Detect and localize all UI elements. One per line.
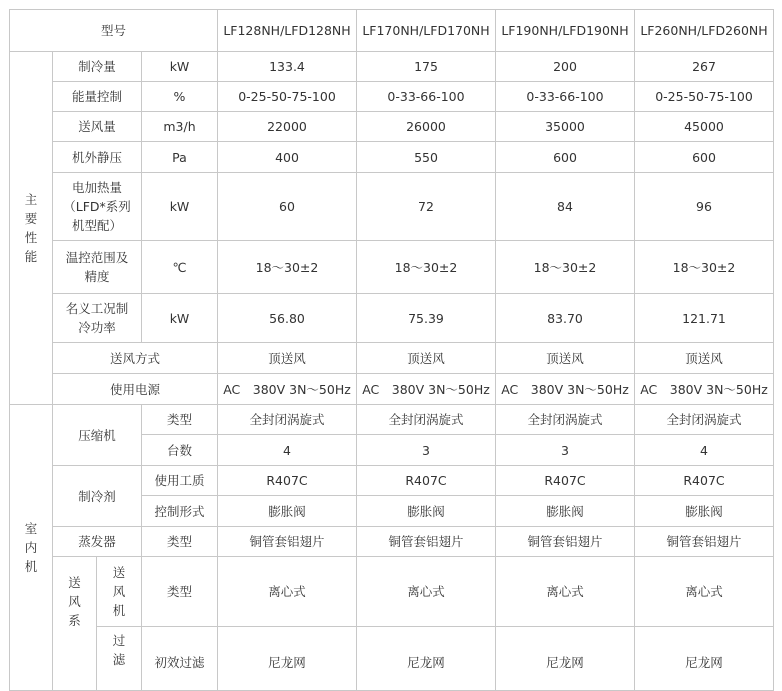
value-cell: 顶送风: [357, 343, 496, 374]
row-supply-mode: [10, 343, 774, 374]
value-cell: 56.80: [218, 294, 357, 343]
section-indoor-unit: 室 内 机: [10, 405, 53, 691]
row-capacity-control: [10, 82, 774, 112]
value-cell: 267: [635, 52, 774, 82]
row-evaporator-type: [10, 527, 774, 557]
value-cell: 尼龙网: [496, 627, 635, 691]
value-cell: 铜管套铝翅片: [496, 527, 635, 557]
value-cell: 18～30±2: [496, 241, 635, 294]
value-cell: 全封闭涡旋式: [357, 405, 496, 435]
row-unit: m3/h: [142, 112, 218, 142]
section-main-performance: 主 要 性 能: [10, 52, 53, 405]
air-system-label: 送 风 系: [53, 557, 97, 691]
model-2: LF170NH/LFD170NH: [357, 10, 496, 52]
value-cell: 0-33-66-100: [357, 82, 496, 112]
value-cell: 121.71: [635, 294, 774, 343]
model-label: 型号: [10, 10, 218, 52]
row-compressor-type: [10, 405, 774, 435]
sub-label: 使用工质: [142, 466, 218, 496]
value-cell: 175: [357, 52, 496, 82]
row-refrigerant-medium: [10, 466, 774, 496]
value-cell: 550: [357, 142, 496, 173]
value-cell: 84: [496, 173, 635, 241]
row-label: 机外静压: [53, 142, 142, 173]
value-cell: 膨胀阀: [635, 496, 774, 527]
value-cell: 600: [496, 142, 635, 173]
row-unit: Pa: [142, 142, 218, 173]
row-label: 送风量: [53, 112, 142, 142]
value-cell: 膨胀阀: [357, 496, 496, 527]
value-cell: 18～30±2: [218, 241, 357, 294]
refrigerant-label: 制冷剂: [53, 466, 142, 527]
compressor-label: 压缩机: [53, 405, 142, 466]
value-cell: 4: [218, 435, 357, 466]
value-cell: 18～30±2: [357, 241, 496, 294]
row-electric-heating: [10, 173, 774, 241]
filter-label: 过 滤: [97, 627, 142, 691]
sub-label: 类型: [142, 405, 218, 435]
value-cell: 全封闭涡旋式: [496, 405, 635, 435]
value-cell: 0-25-50-75-100: [635, 82, 774, 112]
value-cell: 全封闭涡旋式: [218, 405, 357, 435]
value-cell: 顶送风: [218, 343, 357, 374]
value-cell: 18～30±2: [635, 241, 774, 294]
row-unit: %: [142, 82, 218, 112]
value-cell: 200: [496, 52, 635, 82]
row-label: 能量控制: [53, 82, 142, 112]
value-cell: 顶送风: [635, 343, 774, 374]
value-cell: 离心式: [357, 557, 496, 627]
value-cell: 铜管套铝翅片: [218, 527, 357, 557]
row-airflow: [10, 112, 774, 142]
row-unit: ℃: [142, 241, 218, 294]
value-cell: 22000: [218, 112, 357, 142]
value-cell: 膨胀阀: [218, 496, 357, 527]
value-cell: 膨胀阀: [496, 496, 635, 527]
value-cell: 0-33-66-100: [496, 82, 635, 112]
row-label: 电加热量 （LFD*系列 机型配）: [53, 173, 142, 241]
row-unit: kW: [142, 294, 218, 343]
value-cell: 0-25-50-75-100: [218, 82, 357, 112]
value-cell: 133.4: [218, 52, 357, 82]
value-cell: 26000: [357, 112, 496, 142]
sub-label: 初效过滤: [142, 627, 218, 691]
evaporator-label: 蒸发器: [53, 527, 142, 557]
value-cell: AC 380V 3N～50Hz: [218, 374, 357, 405]
value-cell: R407C: [496, 466, 635, 496]
value-cell: 72: [357, 173, 496, 241]
value-cell: 铜管套铝翅片: [635, 527, 774, 557]
row-label: 名义工况制 冷功率: [53, 294, 142, 343]
value-cell: AC 380V 3N～50Hz: [357, 374, 496, 405]
row-label: 温控范围及 精度: [53, 241, 142, 294]
row-temperature-range: [10, 241, 774, 294]
model-3: LF190NH/LFD190NH: [496, 10, 635, 52]
model-1: LF128NH/LFD128NH: [218, 10, 357, 52]
sub-label: 类型: [142, 557, 218, 627]
value-cell: 60: [218, 173, 357, 241]
value-cell: 400: [218, 142, 357, 173]
row-label: 使用电源: [53, 374, 218, 405]
value-cell: 尼龙网: [218, 627, 357, 691]
row-label: 送风方式: [53, 343, 218, 374]
row-fan-type: [10, 557, 774, 627]
value-cell: 尼龙网: [635, 627, 774, 691]
value-cell: R407C: [635, 466, 774, 496]
value-cell: 96: [635, 173, 774, 241]
row-rated-cooling-power: [10, 294, 774, 343]
value-cell: 83.70: [496, 294, 635, 343]
value-cell: 离心式: [496, 557, 635, 627]
value-cell: R407C: [218, 466, 357, 496]
value-cell: 3: [357, 435, 496, 466]
row-power-supply: [10, 374, 774, 405]
sub-label: 台数: [142, 435, 218, 466]
row-label: 制冷量: [53, 52, 142, 82]
value-cell: 3: [496, 435, 635, 466]
row-unit: kW: [142, 173, 218, 241]
value-cell: 35000: [496, 112, 635, 142]
value-cell: 600: [635, 142, 774, 173]
value-cell: 离心式: [218, 557, 357, 627]
header-row: [10, 10, 774, 52]
value-cell: AC 380V 3N～50Hz: [496, 374, 635, 405]
value-cell: R407C: [357, 466, 496, 496]
value-cell: AC 380V 3N～50Hz: [635, 374, 774, 405]
value-cell: 45000: [635, 112, 774, 142]
model-4: LF260NH/LFD260NH: [635, 10, 774, 52]
value-cell: 离心式: [635, 557, 774, 627]
row-cooling-capacity: [10, 52, 774, 82]
spec-table: [9, 9, 774, 691]
value-cell: 75.39: [357, 294, 496, 343]
value-cell: 尼龙网: [357, 627, 496, 691]
row-external-static-pressure: [10, 142, 774, 173]
sub-label: 控制形式: [142, 496, 218, 527]
value-cell: 顶送风: [496, 343, 635, 374]
value-cell: 4: [635, 435, 774, 466]
row-unit: kW: [142, 52, 218, 82]
sub-label: 类型: [142, 527, 218, 557]
fan-label: 送 风 机: [97, 557, 142, 627]
value-cell: 全封闭涡旋式: [635, 405, 774, 435]
value-cell: 铜管套铝翅片: [357, 527, 496, 557]
